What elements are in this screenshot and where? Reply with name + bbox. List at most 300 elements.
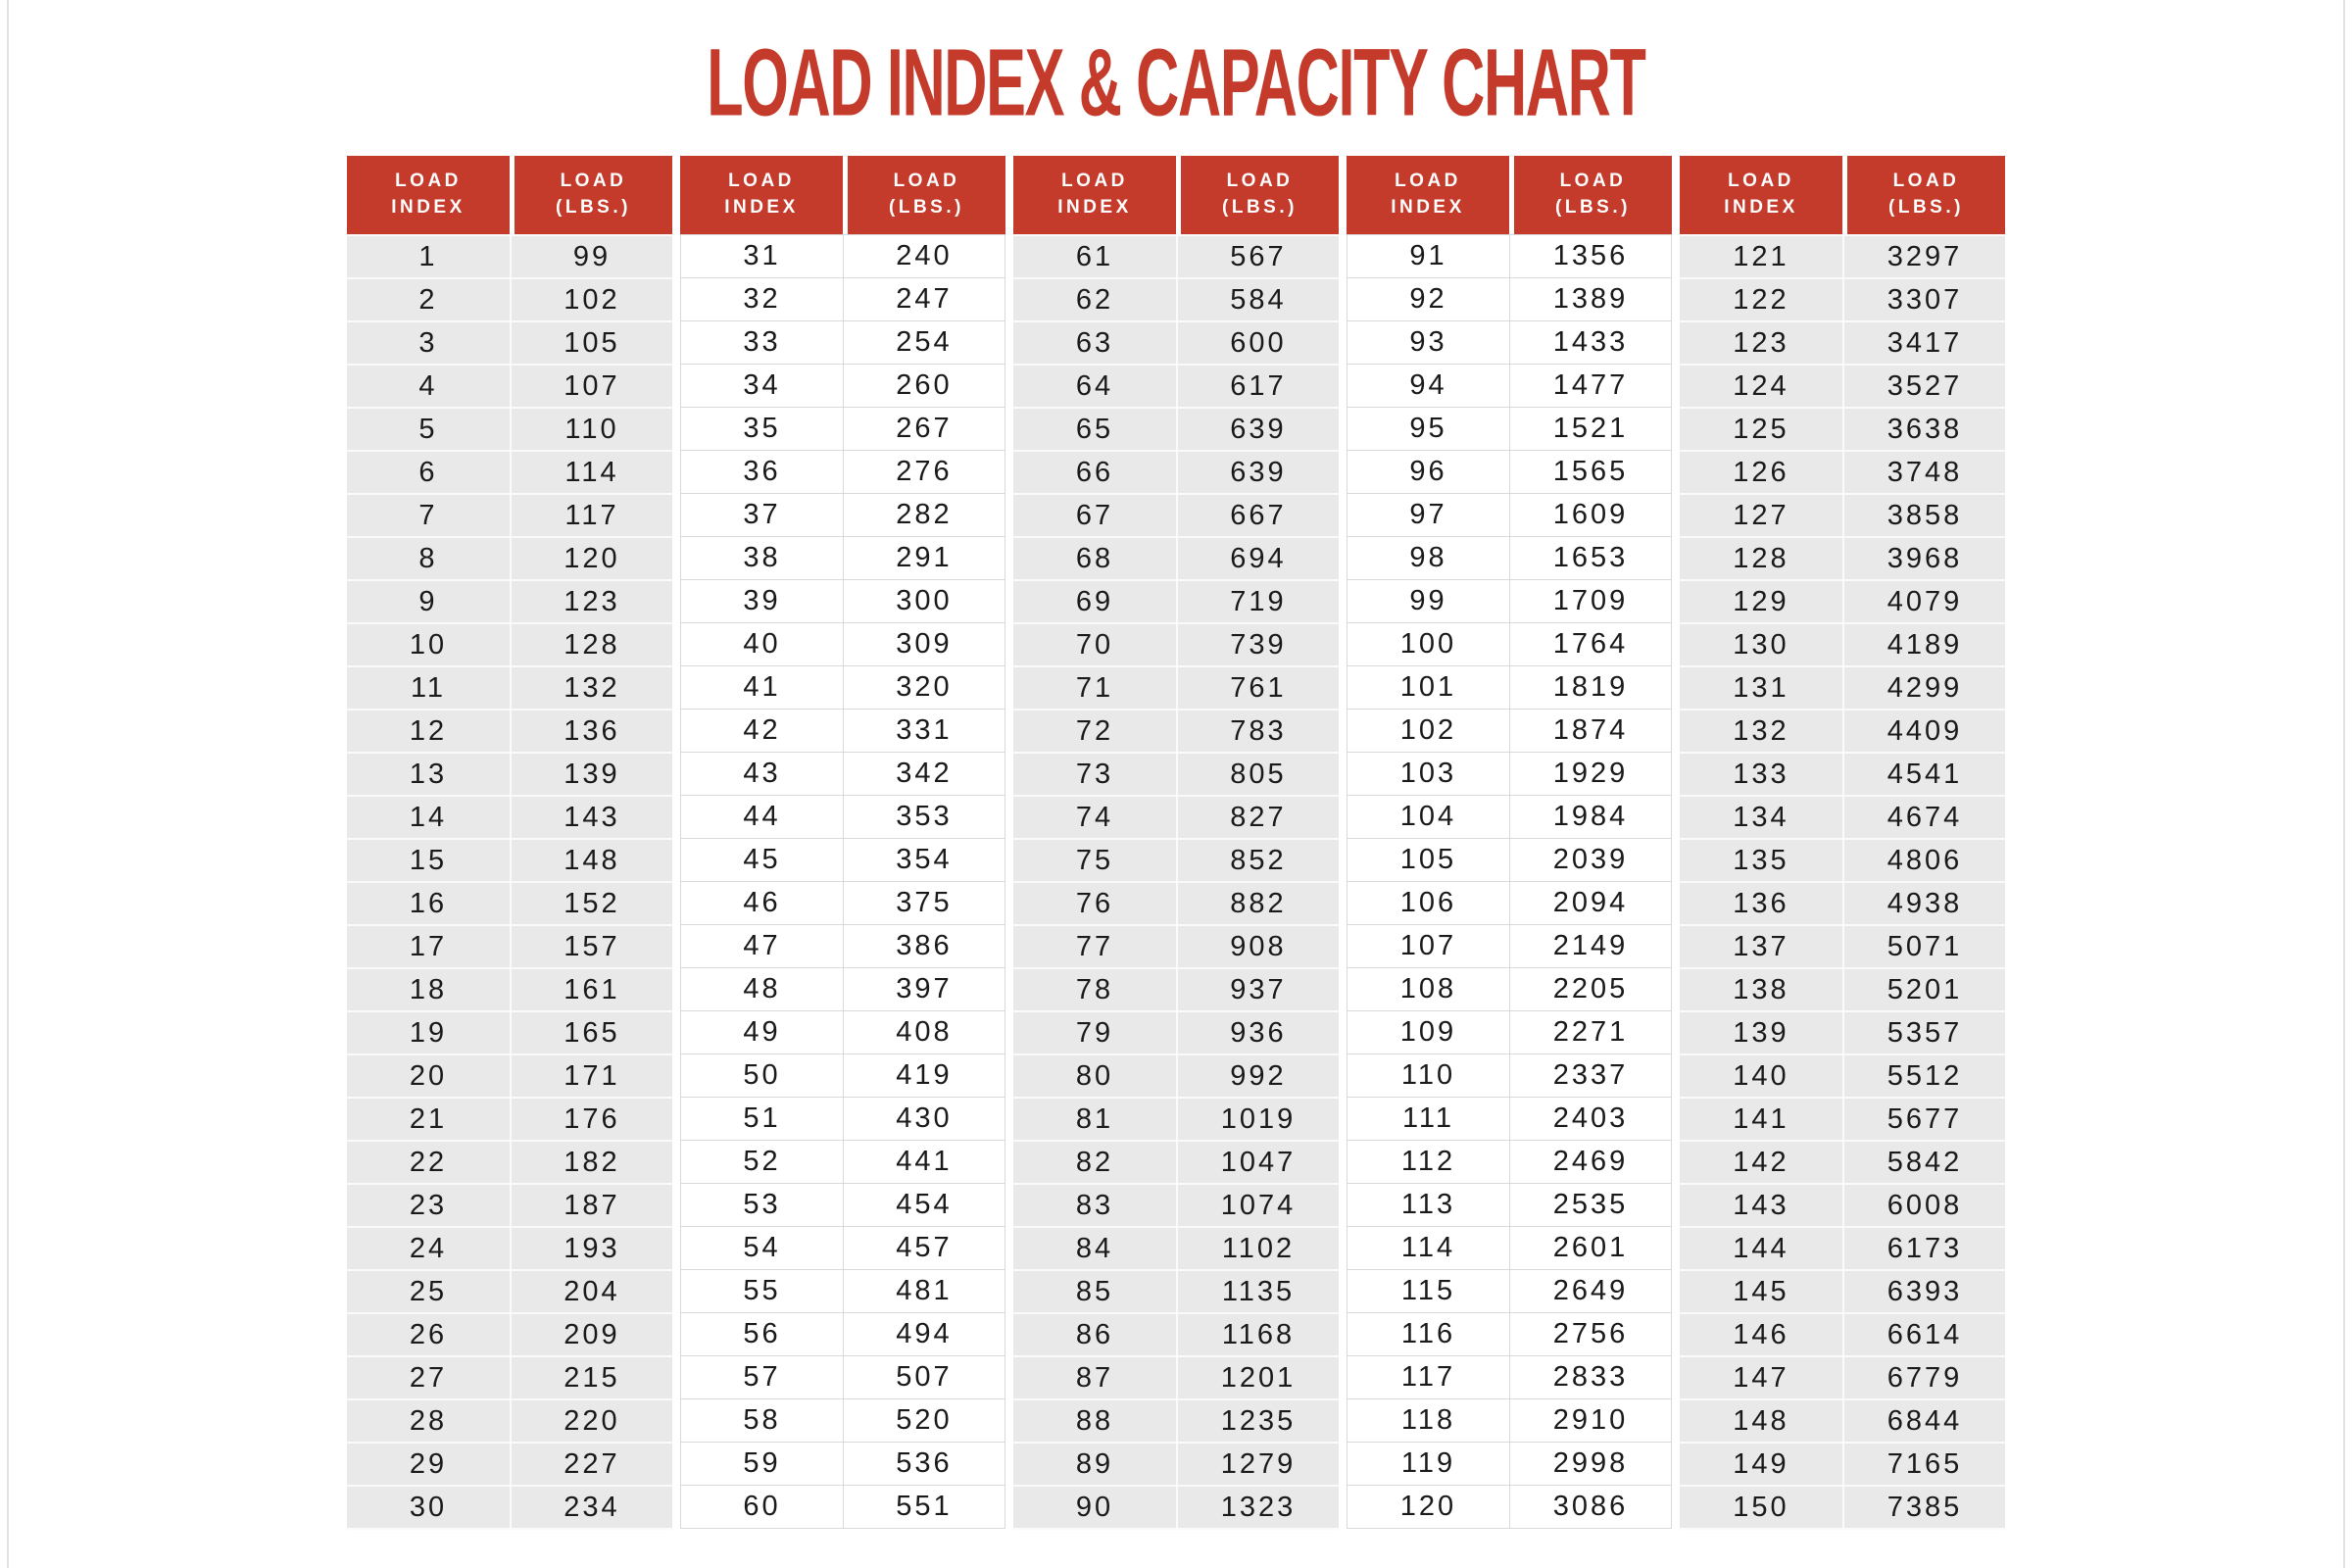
load-lbs-cell: 1653 — [1509, 536, 1672, 579]
load-lbs-cell: 5842 — [1842, 1140, 2005, 1183]
load-index-cell: 3 — [347, 320, 510, 364]
load-index-cell: 32 — [680, 277, 843, 320]
load-lbs-cell: 567 — [1176, 234, 1339, 277]
group-header — [1680, 156, 2005, 234]
header-line: LOAD — [1226, 171, 1294, 192]
load-lbs-cell: 852 — [1176, 838, 1339, 881]
header-load-index — [680, 156, 843, 234]
load-lbs-cell: 1323 — [1176, 1485, 1339, 1528]
load-index-cell: 131 — [1680, 665, 1842, 709]
load-index-cell: 41 — [680, 665, 843, 709]
load-lbs-cell: 161 — [510, 967, 672, 1010]
load-index-cell: 30 — [347, 1485, 510, 1528]
load-lbs-cell: 4299 — [1842, 665, 2005, 709]
load-index-cell: 65 — [1013, 407, 1176, 450]
load-index-cell: 33 — [680, 320, 843, 364]
load-index-cell: 81 — [1013, 1097, 1176, 1140]
load-index-cell: 23 — [347, 1183, 510, 1226]
load-lbs-cell: 2469 — [1509, 1140, 1672, 1183]
load-index-cell: 37 — [680, 493, 843, 536]
load-index-cell: 130 — [1680, 622, 1842, 665]
load-lbs-cell: 827 — [1176, 795, 1339, 838]
title-container — [0, 0, 2352, 137]
load-lbs-cell: 2535 — [1509, 1183, 1672, 1226]
load-index-cell: 92 — [1347, 277, 1509, 320]
load-lbs-cell: 215 — [510, 1355, 672, 1398]
header-load-lbs — [1842, 156, 2005, 234]
load-lbs-cell: 5201 — [1842, 967, 2005, 1010]
load-index-cell: 25 — [347, 1269, 510, 1312]
load-lbs-cell: 6393 — [1842, 1269, 2005, 1312]
load-index-cell: 141 — [1680, 1097, 1842, 1140]
load-index-cell: 138 — [1680, 967, 1842, 1010]
column-group-5 — [1680, 156, 2005, 1530]
load-index-cell: 40 — [680, 622, 843, 665]
page-title: LOAD INDEX & CAPACITY CHART — [707, 30, 1645, 137]
load-index-cell: 45 — [680, 838, 843, 881]
load-lbs-cell: 783 — [1176, 709, 1339, 752]
load-lbs-cell: 234 — [510, 1485, 672, 1528]
load-lbs-cell: 1356 — [1509, 234, 1672, 277]
header-load-index — [1680, 156, 1842, 234]
load-lbs-cell: 5512 — [1842, 1054, 2005, 1097]
load-index-cell: 27 — [347, 1355, 510, 1398]
load-index-cell: 119 — [1347, 1442, 1509, 1485]
header-line: (LBS.) — [1555, 197, 1631, 218]
load-lbs-cell: 187 — [510, 1183, 672, 1226]
load-lbs-cell: 240 — [843, 234, 1005, 277]
load-lbs-cell: 254 — [843, 320, 1005, 364]
load-lbs-cell: 3527 — [1842, 364, 2005, 407]
load-lbs-cell: 260 — [843, 364, 1005, 407]
load-lbs-cell: 267 — [843, 407, 1005, 450]
load-index-cell: 62 — [1013, 277, 1176, 320]
load-lbs-cell: 2910 — [1509, 1398, 1672, 1442]
load-lbs-cell: 4189 — [1842, 622, 2005, 665]
load-lbs-cell: 4541 — [1842, 752, 2005, 795]
load-lbs-cell: 7165 — [1842, 1442, 2005, 1485]
header-line: LOAD — [1061, 171, 1128, 192]
group-body — [680, 234, 1005, 1529]
load-lbs-cell: 694 — [1176, 536, 1339, 579]
load-lbs-cell: 107 — [510, 364, 672, 407]
load-index-cell: 104 — [1347, 795, 1509, 838]
load-lbs-cell: 6779 — [1842, 1355, 2005, 1398]
load-index-cell: 139 — [1680, 1010, 1842, 1054]
load-lbs-cell: 617 — [1176, 364, 1339, 407]
load-index-cell: 101 — [1347, 665, 1509, 709]
load-lbs-cell: 1433 — [1509, 320, 1672, 364]
column-group-3 — [1013, 156, 1339, 1530]
load-index-cell: 116 — [1347, 1312, 1509, 1355]
load-index-cell: 34 — [680, 364, 843, 407]
load-lbs-cell: 882 — [1176, 881, 1339, 924]
load-index-cell: 17 — [347, 924, 510, 967]
load-index-cell: 142 — [1680, 1140, 1842, 1183]
load-index-cell: 110 — [1347, 1054, 1509, 1097]
load-index-cell: 78 — [1013, 967, 1176, 1010]
load-lbs-cell: 1929 — [1509, 752, 1672, 795]
load-index-cell: 126 — [1680, 450, 1842, 493]
group-body — [1680, 234, 2005, 1530]
load-lbs-cell: 375 — [843, 881, 1005, 924]
header-line: INDEX — [1724, 197, 1798, 218]
load-lbs-cell: 2649 — [1509, 1269, 1672, 1312]
load-lbs-cell: 6844 — [1842, 1398, 2005, 1442]
load-lbs-cell: 1609 — [1509, 493, 1672, 536]
header-line: (LBS.) — [1888, 197, 1964, 218]
load-index-cell: 9 — [347, 579, 510, 622]
load-lbs-cell: 165 — [510, 1010, 672, 1054]
load-lbs-cell: 4674 — [1842, 795, 2005, 838]
load-index-cell: 2 — [347, 277, 510, 320]
load-lbs-cell: 1764 — [1509, 622, 1672, 665]
load-index-cell: 47 — [680, 924, 843, 967]
load-index-cell: 125 — [1680, 407, 1842, 450]
load-index-cell: 115 — [1347, 1269, 1509, 1312]
load-index-cell: 77 — [1013, 924, 1176, 967]
header-line: INDEX — [724, 197, 799, 218]
load-lbs-cell: 4938 — [1842, 881, 2005, 924]
load-index-cell: 120 — [1347, 1485, 1509, 1528]
load-lbs-cell: 494 — [843, 1312, 1005, 1355]
load-index-cell: 5 — [347, 407, 510, 450]
load-index-cell: 117 — [1347, 1355, 1509, 1398]
load-index-cell: 8 — [347, 536, 510, 579]
load-index-cell: 98 — [1347, 536, 1509, 579]
column-group-4 — [1347, 156, 1672, 1530]
load-lbs-cell: 354 — [843, 838, 1005, 881]
load-index-cell: 31 — [680, 234, 843, 277]
load-index-cell: 128 — [1680, 536, 1842, 579]
load-index-cell: 70 — [1013, 622, 1176, 665]
load-index-cell: 68 — [1013, 536, 1176, 579]
load-index-cell: 21 — [347, 1097, 510, 1140]
load-index-cell: 58 — [680, 1398, 843, 1442]
load-lbs-cell: 1521 — [1509, 407, 1672, 450]
load-lbs-cell: 209 — [510, 1312, 672, 1355]
load-lbs-cell: 2149 — [1509, 924, 1672, 967]
header-load-lbs — [843, 156, 1005, 234]
load-index-cell: 54 — [680, 1226, 843, 1269]
load-index-cell: 148 — [1680, 1398, 1842, 1442]
load-index-cell: 79 — [1013, 1010, 1176, 1054]
load-lbs-cell: 171 — [510, 1054, 672, 1097]
load-lbs-cell: 667 — [1176, 493, 1339, 536]
load-index-cell: 91 — [1347, 234, 1509, 277]
load-index-cell: 149 — [1680, 1442, 1842, 1485]
load-lbs-cell: 430 — [843, 1097, 1005, 1140]
load-index-cell: 83 — [1013, 1183, 1176, 1226]
group-header — [1013, 156, 1339, 234]
load-index-cell: 80 — [1013, 1054, 1176, 1097]
load-index-cell: 97 — [1347, 493, 1509, 536]
load-lbs-cell: 204 — [510, 1269, 672, 1312]
load-index-cell: 89 — [1013, 1442, 1176, 1485]
load-index-cell: 90 — [1013, 1485, 1176, 1528]
load-lbs-cell: 136 — [510, 709, 672, 752]
load-lbs-cell: 2998 — [1509, 1442, 1672, 1485]
column-group-2 — [680, 156, 1005, 1530]
load-lbs-cell: 102 — [510, 277, 672, 320]
group-header — [680, 156, 1005, 234]
load-index-cell: 103 — [1347, 752, 1509, 795]
load-index-cell: 96 — [1347, 450, 1509, 493]
load-index-cell: 112 — [1347, 1140, 1509, 1183]
load-index-cell: 73 — [1013, 752, 1176, 795]
load-index-cell: 59 — [680, 1442, 843, 1485]
load-index-cell: 12 — [347, 709, 510, 752]
load-index-cell: 124 — [1680, 364, 1842, 407]
load-index-cell: 51 — [680, 1097, 843, 1140]
load-index-cell: 57 — [680, 1355, 843, 1398]
load-index-cell: 19 — [347, 1010, 510, 1054]
header-line: INDEX — [1057, 197, 1132, 218]
load-index-cell: 132 — [1680, 709, 1842, 752]
load-index-cell: 122 — [1680, 277, 1842, 320]
load-index-cell: 146 — [1680, 1312, 1842, 1355]
load-lbs-cell: 5357 — [1842, 1010, 2005, 1054]
load-index-cell: 147 — [1680, 1355, 1842, 1398]
load-index-cell: 11 — [347, 665, 510, 709]
load-lbs-cell: 7385 — [1842, 1485, 2005, 1528]
load-index-cell: 75 — [1013, 838, 1176, 881]
group-body — [1013, 234, 1339, 1530]
load-lbs-cell: 176 — [510, 1097, 672, 1140]
load-lbs-cell: 309 — [843, 622, 1005, 665]
load-index-cell: 85 — [1013, 1269, 1176, 1312]
load-lbs-cell: 193 — [510, 1226, 672, 1269]
load-lbs-cell: 3307 — [1842, 277, 2005, 320]
load-lbs-cell: 1565 — [1509, 450, 1672, 493]
load-lbs-cell: 937 — [1176, 967, 1339, 1010]
load-lbs-cell: 6173 — [1842, 1226, 2005, 1269]
load-index-cell: 69 — [1013, 579, 1176, 622]
load-index-cell: 7 — [347, 493, 510, 536]
load-index-cell: 42 — [680, 709, 843, 752]
load-index-cell: 1 — [347, 234, 510, 277]
header-line: (LBS.) — [1222, 197, 1298, 218]
load-index-cell: 16 — [347, 881, 510, 924]
load-lbs-cell: 300 — [843, 579, 1005, 622]
load-lbs-cell: 117 — [510, 493, 672, 536]
header-load-index — [1013, 156, 1176, 234]
load-index-cell: 82 — [1013, 1140, 1176, 1183]
load-index-cell: 50 — [680, 1054, 843, 1097]
load-index-cell: 43 — [680, 752, 843, 795]
load-lbs-cell: 291 — [843, 536, 1005, 579]
load-lbs-cell: 143 — [510, 795, 672, 838]
load-index-cell: 15 — [347, 838, 510, 881]
load-lbs-cell: 1201 — [1176, 1355, 1339, 1398]
load-lbs-cell: 2094 — [1509, 881, 1672, 924]
header-line: LOAD — [1395, 171, 1461, 192]
load-lbs-cell: 220 — [510, 1398, 672, 1442]
load-lbs-cell: 120 — [510, 536, 672, 579]
load-lbs-cell: 331 — [843, 709, 1005, 752]
load-lbs-cell: 3086 — [1509, 1485, 1672, 1528]
load-lbs-cell: 1019 — [1176, 1097, 1339, 1140]
load-lbs-cell: 114 — [510, 450, 672, 493]
load-lbs-cell: 1819 — [1509, 665, 1672, 709]
load-index-cell: 60 — [680, 1485, 843, 1528]
load-index-cell: 86 — [1013, 1312, 1176, 1355]
load-lbs-cell: 3968 — [1842, 536, 2005, 579]
header-line: INDEX — [1391, 197, 1465, 218]
load-lbs-cell: 908 — [1176, 924, 1339, 967]
load-index-table — [347, 156, 2005, 1530]
load-lbs-cell: 105 — [510, 320, 672, 364]
load-lbs-cell: 936 — [1176, 1010, 1339, 1054]
load-index-cell: 74 — [1013, 795, 1176, 838]
load-index-cell: 123 — [1680, 320, 1842, 364]
load-index-cell: 144 — [1680, 1226, 1842, 1269]
load-index-cell: 127 — [1680, 493, 1842, 536]
load-lbs-cell: 4079 — [1842, 579, 2005, 622]
load-lbs-cell: 353 — [843, 795, 1005, 838]
load-index-cell: 24 — [347, 1226, 510, 1269]
load-index-cell: 14 — [347, 795, 510, 838]
load-lbs-cell: 2039 — [1509, 838, 1672, 881]
load-lbs-cell: 1102 — [1176, 1226, 1339, 1269]
load-index-cell: 134 — [1680, 795, 1842, 838]
load-index-cell: 39 — [680, 579, 843, 622]
load-index-cell: 94 — [1347, 364, 1509, 407]
load-lbs-cell: 2271 — [1509, 1010, 1672, 1054]
load-lbs-cell: 584 — [1176, 277, 1339, 320]
load-lbs-cell: 386 — [843, 924, 1005, 967]
page-edge-line-right — [2343, 0, 2345, 1568]
load-lbs-cell: 1235 — [1176, 1398, 1339, 1442]
load-index-cell: 95 — [1347, 407, 1509, 450]
load-index-cell: 140 — [1680, 1054, 1842, 1097]
load-lbs-cell: 3748 — [1842, 450, 2005, 493]
load-lbs-cell: 739 — [1176, 622, 1339, 665]
load-index-cell: 109 — [1347, 1010, 1509, 1054]
load-index-cell: 71 — [1013, 665, 1176, 709]
load-lbs-cell: 419 — [843, 1054, 1005, 1097]
load-index-cell: 22 — [347, 1140, 510, 1183]
load-lbs-cell: 5071 — [1842, 924, 2005, 967]
load-index-cell: 133 — [1680, 752, 1842, 795]
load-lbs-cell: 397 — [843, 967, 1005, 1010]
header-line: LOAD — [893, 171, 960, 192]
load-lbs-cell: 1984 — [1509, 795, 1672, 838]
load-lbs-cell: 2403 — [1509, 1097, 1672, 1140]
load-lbs-cell: 3858 — [1842, 493, 2005, 536]
load-index-cell: 49 — [680, 1010, 843, 1054]
header-load-lbs — [510, 156, 672, 234]
load-lbs-cell: 1074 — [1176, 1183, 1339, 1226]
load-index-cell: 63 — [1013, 320, 1176, 364]
load-lbs-cell: 5677 — [1842, 1097, 2005, 1140]
header-load-index — [347, 156, 510, 234]
load-index-cell: 143 — [1680, 1183, 1842, 1226]
load-index-cell: 102 — [1347, 709, 1509, 752]
load-index-cell: 113 — [1347, 1183, 1509, 1226]
load-lbs-cell: 1389 — [1509, 277, 1672, 320]
load-lbs-cell: 110 — [510, 407, 672, 450]
group-body — [1347, 234, 1672, 1529]
header-line: (LBS.) — [889, 197, 964, 218]
load-index-cell: 28 — [347, 1398, 510, 1442]
load-lbs-cell: 139 — [510, 752, 672, 795]
load-index-cell: 53 — [680, 1183, 843, 1226]
load-lbs-cell: 157 — [510, 924, 672, 967]
header-line: LOAD — [560, 171, 627, 192]
header-line: LOAD — [1892, 171, 1960, 192]
load-index-cell: 52 — [680, 1140, 843, 1183]
load-lbs-cell: 639 — [1176, 450, 1339, 493]
load-lbs-cell: 6614 — [1842, 1312, 2005, 1355]
column-group-1 — [347, 156, 672, 1530]
load-lbs-cell: 342 — [843, 752, 1005, 795]
load-index-cell: 84 — [1013, 1226, 1176, 1269]
load-index-cell: 10 — [347, 622, 510, 665]
load-lbs-cell: 247 — [843, 277, 1005, 320]
load-index-cell: 99 — [1347, 579, 1509, 622]
header-line: LOAD — [1559, 171, 1627, 192]
load-index-cell: 106 — [1347, 881, 1509, 924]
load-lbs-cell: 128 — [510, 622, 672, 665]
load-index-cell: 29 — [347, 1442, 510, 1485]
header-line: (LBS.) — [556, 197, 631, 218]
load-index-cell: 46 — [680, 881, 843, 924]
load-lbs-cell: 3638 — [1842, 407, 2005, 450]
load-lbs-cell: 761 — [1176, 665, 1339, 709]
load-lbs-cell: 2337 — [1509, 1054, 1672, 1097]
load-lbs-cell: 520 — [843, 1398, 1005, 1442]
load-lbs-cell: 481 — [843, 1269, 1005, 1312]
load-index-cell: 35 — [680, 407, 843, 450]
load-lbs-cell: 2756 — [1509, 1312, 1672, 1355]
load-lbs-cell: 1874 — [1509, 709, 1672, 752]
load-lbs-cell: 551 — [843, 1485, 1005, 1528]
load-index-cell: 87 — [1013, 1355, 1176, 1398]
load-index-cell: 121 — [1680, 234, 1842, 277]
page-edge-line-left — [7, 0, 9, 1568]
load-index-cell: 145 — [1680, 1269, 1842, 1312]
load-lbs-cell: 152 — [510, 881, 672, 924]
load-index-cell: 26 — [347, 1312, 510, 1355]
load-lbs-cell: 2205 — [1509, 967, 1672, 1010]
load-lbs-cell: 992 — [1176, 1054, 1339, 1097]
load-index-cell: 76 — [1013, 881, 1176, 924]
load-lbs-cell: 276 — [843, 450, 1005, 493]
load-index-cell: 13 — [347, 752, 510, 795]
load-lbs-cell: 454 — [843, 1183, 1005, 1226]
load-lbs-cell: 132 — [510, 665, 672, 709]
load-lbs-cell: 99 — [510, 234, 672, 277]
load-lbs-cell: 6008 — [1842, 1183, 2005, 1226]
header-line: INDEX — [391, 197, 466, 218]
load-index-cell: 38 — [680, 536, 843, 579]
load-index-cell: 66 — [1013, 450, 1176, 493]
load-lbs-cell: 507 — [843, 1355, 1005, 1398]
load-lbs-cell: 1135 — [1176, 1269, 1339, 1312]
load-index-cell: 105 — [1347, 838, 1509, 881]
load-lbs-cell: 1047 — [1176, 1140, 1339, 1183]
load-index-cell: 4 — [347, 364, 510, 407]
load-lbs-cell: 4409 — [1842, 709, 2005, 752]
group-body — [347, 234, 672, 1530]
load-lbs-cell: 4806 — [1842, 838, 2005, 881]
load-index-cell: 18 — [347, 967, 510, 1010]
header-load-index — [1347, 156, 1509, 234]
load-index-cell: 129 — [1680, 579, 1842, 622]
load-lbs-cell: 182 — [510, 1140, 672, 1183]
load-index-cell: 136 — [1680, 881, 1842, 924]
